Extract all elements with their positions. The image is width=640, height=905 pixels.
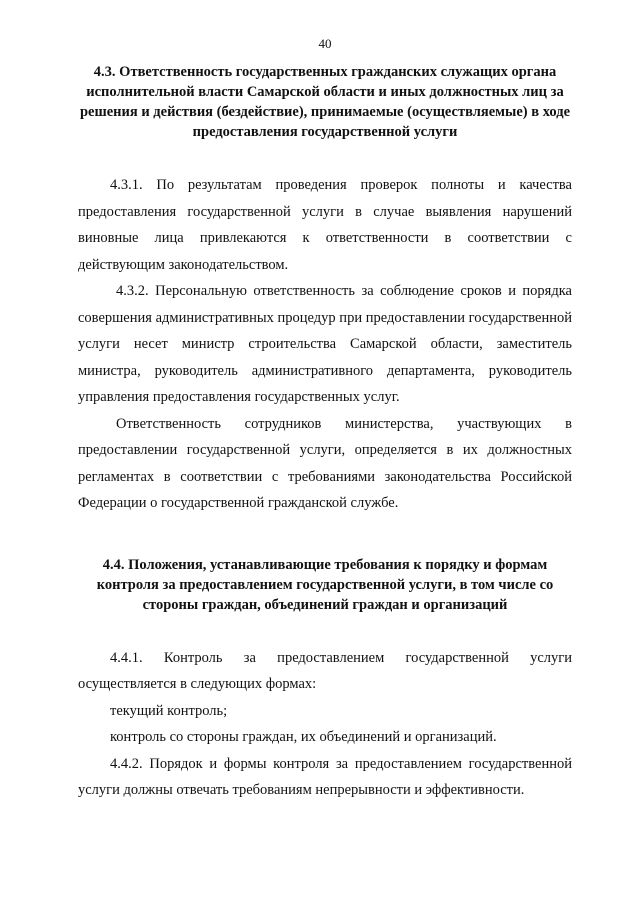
paragraph-4-3-2: 4.3.2. Персональную ответственность за соблюдение сроков и порядка совершения административных процедур при предоставлении государственной услуги несет министр строительства Самарской области, заместитель министра, руководитель административного департамента, руководитель управления предоставления государственных услуг. xyxy=(78,283,572,405)
page-number: 40 xyxy=(318,36,332,51)
section-4-3-heading: 4.3. Ответственность государственных гражданских служащих органа исполнительной власти Самарской области и иных должностных лиц за решения и действия (бездействие), принимаемые (осуществляемые) в ходе предоставления государственной услуги xyxy=(79,64,571,140)
paragraph-4-4-2: 4.4.2. Порядок и формы контроля за предоставлением государственной услуги должны отвечать требованиям непрерывности и эффективности. xyxy=(78,755,572,798)
paragraph-4-3-1: 4.3.1. По результатам проведения проверок полноты и качества предоставления государственной услуги в случае выявления нарушений виновные лица привлекаются к ответственности в соответствии с действующим законодательством. xyxy=(78,177,572,273)
list-item-current-control: текущий контроль; xyxy=(110,702,228,719)
paragraph-4-3-responsibility: Ответственность сотрудников министерства, участвующих в предоставлении государственной услуги, определяется в их должностных регламентах в соответствии с требованиями законодательства Российской Федерации о государственной гражданской службе. xyxy=(78,415,572,511)
section-4-4-heading: 4.4. Положения, устанавливающие требования к порядку и формам контроля за предоставлением государственной услуги, в том числе со стороны граждан, объединений граждан и организаций xyxy=(96,556,554,613)
list-item-citizen-control: контроль со стороны граждан, их объединений и организаций. xyxy=(110,729,497,745)
paragraph-4-4-1: 4.4.1. Контроль за предоставлением государственной услуги осуществляется в следующих формах: xyxy=(78,649,572,692)
